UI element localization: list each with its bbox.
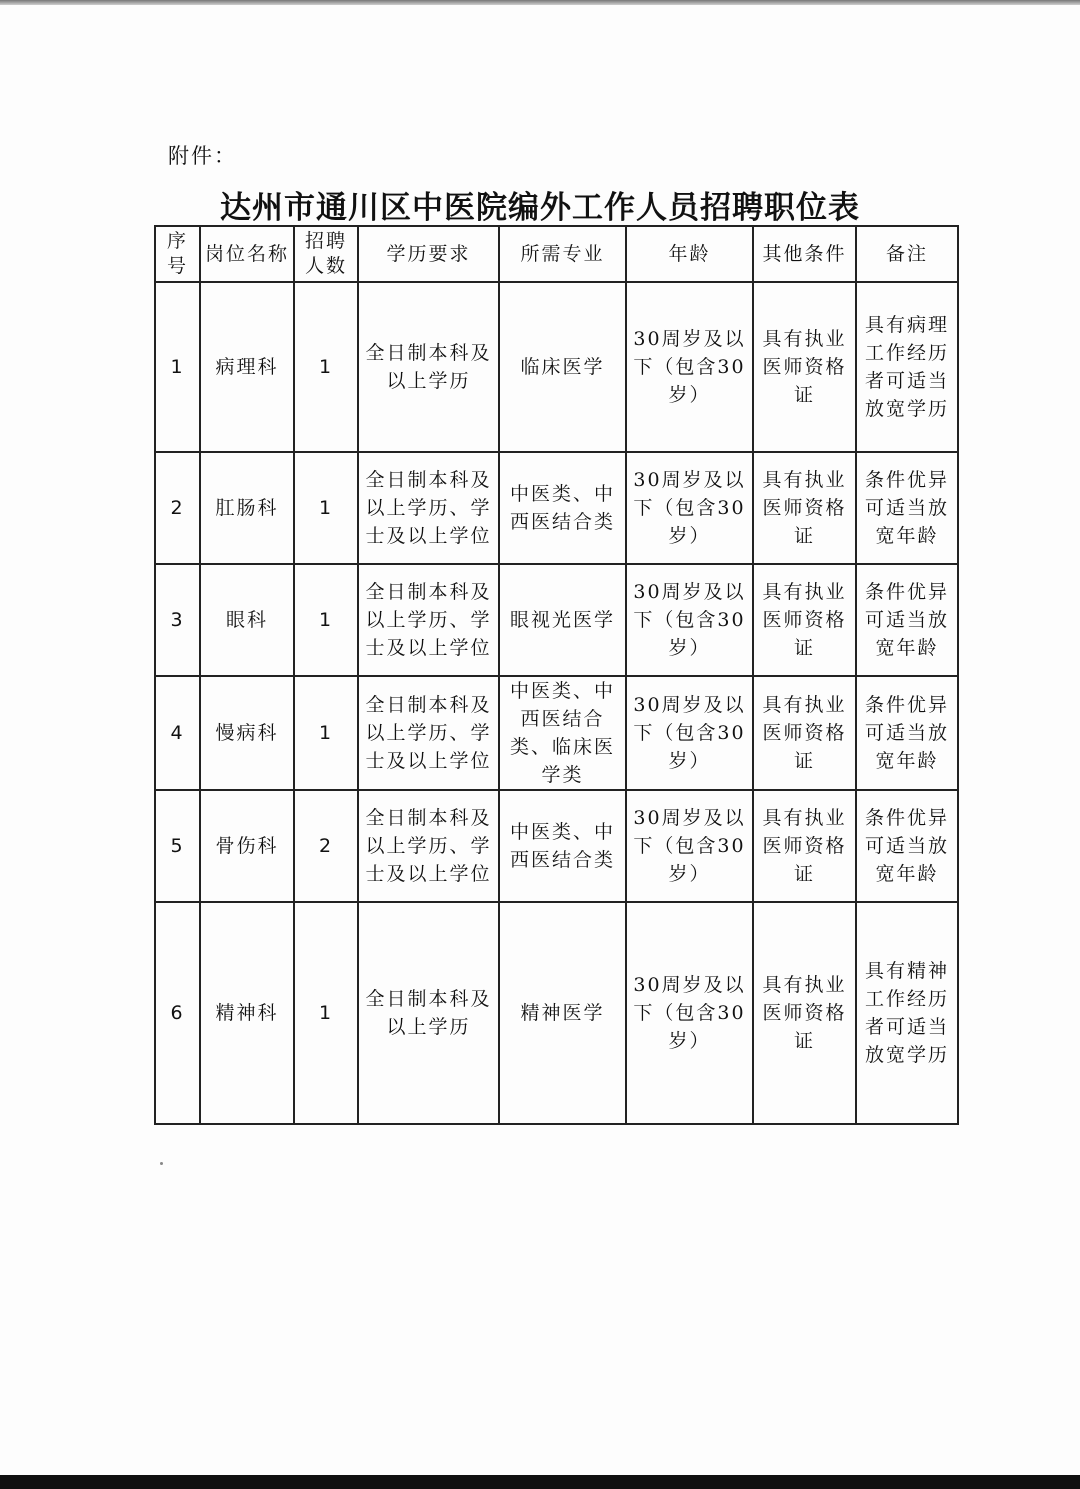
cell-notes: 条件优异可适当放宽年龄 xyxy=(856,790,958,902)
document-title: 达州市通川区中医院编外工作人员招聘职位表 xyxy=(220,190,860,226)
cell-age: 30周岁及以下（包含30岁） xyxy=(626,902,753,1124)
cell-index: 1 xyxy=(155,282,200,452)
header-cell-major: 所需专业 xyxy=(499,226,626,282)
header-cell-education: 学历要求 xyxy=(358,226,499,282)
cell-major: 精神医学 xyxy=(499,902,626,1124)
cell-notes: 具有病理工作经历者可适当放宽学历 xyxy=(856,282,958,452)
cell-index: 3 xyxy=(155,564,200,676)
cell-other: 具有执业医师资格证 xyxy=(753,564,856,676)
cell-age: 30周岁及以下（包含30岁） xyxy=(626,790,753,902)
table-header-row xyxy=(155,226,958,282)
table-row xyxy=(155,452,958,564)
header-cell-position: 岗位名称 xyxy=(200,226,294,282)
table-row xyxy=(155,676,958,790)
cell-position: 骨伤科 xyxy=(200,790,294,902)
cell-major: 中医类、中西医结合类 xyxy=(499,452,626,564)
cell-notes: 具有精神工作经历者可适当放宽学历 xyxy=(856,902,958,1124)
cell-notes: 条件优异可适当放宽年龄 xyxy=(856,564,958,676)
cell-age: 30周岁及以下（包含30岁） xyxy=(626,452,753,564)
cell-position: 眼科 xyxy=(200,564,294,676)
header-cell-index: 序号 xyxy=(155,226,200,282)
cell-education: 全日制本科及以上学历 xyxy=(358,282,499,452)
cell-major: 中医类、中西医结合类 xyxy=(499,790,626,902)
header-cell-age: 年龄 xyxy=(626,226,753,282)
cell-count: 1 xyxy=(294,676,358,790)
cell-other: 具有执业医师资格证 xyxy=(753,676,856,790)
cell-count: 1 xyxy=(294,902,358,1124)
table-row xyxy=(155,282,958,452)
cell-position: 慢病科 xyxy=(200,676,294,790)
header-cell-other: 其他条件 xyxy=(753,226,856,282)
table-row xyxy=(155,564,958,676)
cell-notes: 条件优异可适当放宽年龄 xyxy=(856,452,958,564)
cell-other: 具有执业医师资格证 xyxy=(753,790,856,902)
cell-education: 全日制本科及以上学历、学士及以上学位 xyxy=(358,564,499,676)
table-row xyxy=(155,902,958,1124)
cell-index: 4 xyxy=(155,676,200,790)
cell-age: 30周岁及以下（包含30岁） xyxy=(626,282,753,452)
cell-major: 临床医学 xyxy=(499,282,626,452)
cell-count: 1 xyxy=(294,452,358,564)
cell-major: 眼视光医学 xyxy=(499,564,626,676)
cell-other: 具有执业医师资格证 xyxy=(753,902,856,1124)
cell-position: 精神科 xyxy=(200,902,294,1124)
header-cell-count: 招聘人数 xyxy=(294,226,358,282)
cell-education: 全日制本科及以上学历 xyxy=(358,902,499,1124)
cell-education: 全日制本科及以上学历、学士及以上学位 xyxy=(358,452,499,564)
cell-other: 具有执业医师资格证 xyxy=(753,282,856,452)
attachment-label: 附件： xyxy=(168,144,237,168)
cell-position: 病理科 xyxy=(200,282,294,452)
scan-edge-top xyxy=(0,0,1080,5)
cell-index: 5 xyxy=(155,790,200,902)
table-row xyxy=(155,790,958,902)
cell-age: 30周岁及以下（包含30岁） xyxy=(626,564,753,676)
cell-education: 全日制本科及以上学历、学士及以上学位 xyxy=(358,790,499,902)
header-cell-notes: 备注 xyxy=(856,226,958,282)
scan-edge-bottom xyxy=(0,1475,1080,1489)
recruitment-table xyxy=(154,225,959,1125)
cell-notes: 条件优异可适当放宽年龄 xyxy=(856,676,958,790)
cell-position: 肛肠科 xyxy=(200,452,294,564)
cell-major: 中医类、中西医结合类、临床医学类 xyxy=(499,676,626,790)
cell-count: 1 xyxy=(294,564,358,676)
cell-index: 2 xyxy=(155,452,200,564)
cell-count: 1 xyxy=(294,282,358,452)
cell-count: 2 xyxy=(294,790,358,902)
cell-education: 全日制本科及以上学历、学士及以上学位 xyxy=(358,676,499,790)
cell-index: 6 xyxy=(155,902,200,1124)
scan-speck xyxy=(160,1162,163,1165)
cell-other: 具有执业医师资格证 xyxy=(753,452,856,564)
cell-age: 30周岁及以下（包含30岁） xyxy=(626,676,753,790)
